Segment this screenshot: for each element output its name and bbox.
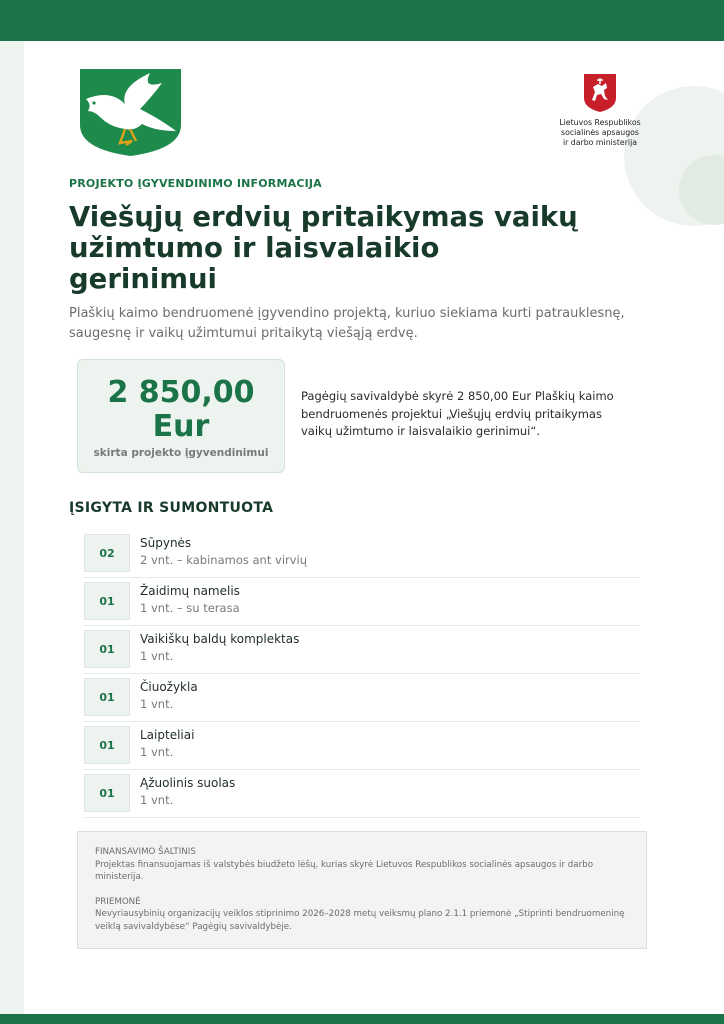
spacer xyxy=(95,884,630,896)
list-item xyxy=(84,674,640,722)
item-name: Čiuožykla xyxy=(140,680,198,694)
item-name: Žaidimų namelis xyxy=(140,584,240,598)
intro-paragraph: Plaškių kaimo bendruomenė įgyvendino projektą, kuriuo siekiama kurti patrauklesnę, saugesnę ir vaikų užimtumui pritaikytą viešąją erdvę. xyxy=(69,306,625,341)
item-name: Ąžuolinis suolas xyxy=(140,776,236,790)
amount-note: Pagėgių savivaldybė skyrė 2 850,00 Eur Plaškių kaimo bendruomenės projektui „Viešųjų erdvių pritaikymas vaikų užimtumo ir laisvalaikio gerinimui“. xyxy=(301,389,614,438)
item-description: 1 vnt. – su terasa xyxy=(140,601,240,615)
funding-source-text: Projektas finansuojamas iš valstybės biudžeto lėšų, kurias skyrė Lietuvos Respublikos socialinės apsaugos ir darbo ministerija. xyxy=(95,859,594,882)
item-description: 2 vnt. – kabinamos ant virvių xyxy=(140,553,308,567)
section-kicker: PROJEKTO ĮGYVENDINIMO INFORMACIJA xyxy=(69,177,322,190)
quantity-badge: 01 xyxy=(84,774,130,812)
items-section-title: ĮSIGYTA IR SUMONTUOTA xyxy=(69,500,274,516)
measure-heading: PRIEMONĖ xyxy=(95,896,141,907)
side-decor-strip xyxy=(0,41,24,1014)
item-description: 1 vnt. xyxy=(140,745,174,759)
item-name: Laipteliai xyxy=(140,728,195,742)
funding-source-heading: FINANSAVIMO ŠALTINIS xyxy=(95,847,196,857)
item-description: 1 vnt. xyxy=(140,649,174,663)
quantity-badge: 02 xyxy=(84,534,130,572)
amount-value: 2 850,00 Eur xyxy=(107,375,255,444)
vytis-coat-of-arms-icon xyxy=(584,74,616,112)
quantity-badge: 01 xyxy=(84,678,130,716)
list-item xyxy=(84,770,640,818)
item-name: Sūpynės xyxy=(140,536,192,550)
list-item xyxy=(84,578,640,626)
list-item xyxy=(84,626,640,674)
measure-text: Nevyriausybinių organizacijų veiklos stiprinimo 2026–2028 metų veiksmų plano 2.1.1 priemonė „Stiprinti bendruomeninę veiklą savivaldybėse“ Pagėgių savivaldybėje. xyxy=(95,909,625,932)
items-list xyxy=(84,530,640,818)
ministry-name: Lietuvos Respublikos socialinės apsaugos ir darbo ministerija xyxy=(559,118,641,147)
page-title: Viešųjų erdvių pritaikymas vaikų užimtumo ir laisvalaikio gerinimui xyxy=(69,201,578,295)
bottom-color-bar xyxy=(0,1014,724,1024)
municipal-coat-of-arms-icon xyxy=(80,69,181,156)
quantity-badge: 01 xyxy=(84,582,130,620)
item-description: 1 vnt. xyxy=(140,793,174,807)
quantity-badge: 01 xyxy=(84,630,130,668)
amount-caption: skirta projekto įgyvendinimui xyxy=(93,447,269,459)
amount-card xyxy=(77,359,285,473)
top-color-bar xyxy=(0,0,724,41)
funding-info-box xyxy=(77,831,647,949)
list-item xyxy=(84,722,640,770)
item-description: 1 vnt. xyxy=(140,697,174,711)
item-name: Vaikiškų baldų komplektas xyxy=(140,632,300,646)
quantity-badge: 01 xyxy=(84,726,130,764)
list-item xyxy=(84,530,640,578)
